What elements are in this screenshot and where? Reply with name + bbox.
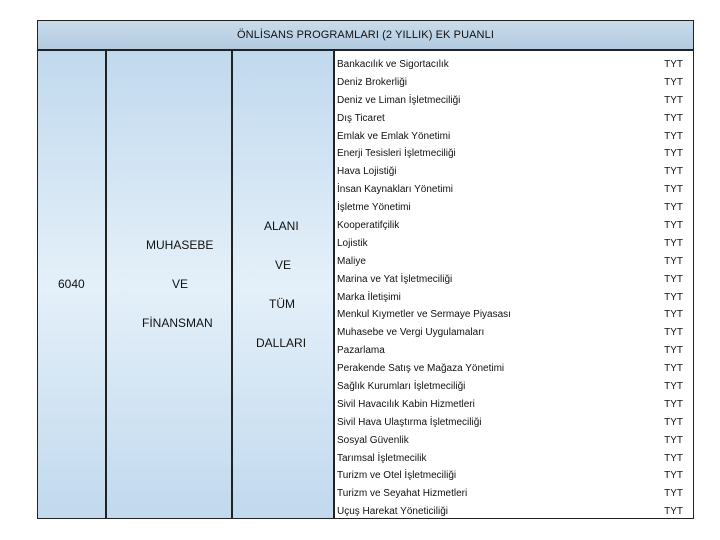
program-row — [337, 181, 687, 199]
program-name: Tarımsal İşletmecilik — [337, 452, 427, 464]
program-row — [337, 253, 687, 271]
program-name: Lojistik — [337, 237, 368, 249]
score-type: TYT — [664, 398, 683, 410]
score-type: TYT — [664, 130, 683, 142]
program-name: Sivil Havacılık Kabin Hizmetleri — [337, 398, 475, 410]
field-line-1: MUHASEBE — [146, 238, 214, 252]
program-name: Uçuş Harekat Yöneticiliği — [337, 506, 448, 518]
program-name: Marka İletişimi — [337, 291, 401, 303]
program-name: Bankacılık ve Sigortacılık — [337, 59, 449, 70]
score-type: TYT — [664, 345, 683, 357]
score-type: TYT — [664, 94, 683, 106]
field-column — [106, 50, 232, 519]
program-row — [337, 145, 687, 163]
program-row — [337, 342, 687, 360]
program-name: Maliye — [337, 255, 366, 267]
program-name: Kooperatifçilik — [337, 220, 400, 232]
program-row — [337, 217, 687, 235]
program-name: Turizm ve Otel İşletmeciliği — [337, 470, 457, 482]
field-line-2: VE — [172, 277, 189, 291]
program-list — [337, 56, 687, 521]
table-header — [37, 20, 694, 50]
program-row — [337, 414, 687, 432]
score-type: TYT — [664, 291, 683, 303]
scope-line-1: ALANI — [264, 219, 299, 233]
score-type: TYT — [664, 220, 683, 232]
program-name: Turizm ve Seyahat Hizmetleri — [337, 488, 468, 500]
program-row — [337, 128, 687, 146]
program-row — [337, 485, 687, 503]
score-type: TYT — [664, 237, 683, 249]
program-code: 6040 — [58, 277, 85, 291]
score-type: TYT — [664, 273, 683, 285]
program-name: Perakende Satış ve Mağaza Yönetimi — [337, 363, 505, 375]
score-type: TYT — [664, 506, 683, 518]
table-title: ÖNLİSANS PROGRAMLARI (2 YILLIK) EK PUANLI — [237, 29, 494, 41]
program-row — [337, 396, 687, 414]
program-name: İnsan Kaynakları Yönetimi — [337, 184, 453, 196]
program-row — [337, 199, 687, 217]
scope-line-3: TÜM — [269, 297, 295, 311]
program-row — [337, 306, 687, 324]
program-row — [337, 235, 687, 253]
scope-line-2: VE — [275, 258, 292, 272]
score-type: TYT — [664, 488, 683, 500]
program-name: İşletme Yönetimi — [337, 202, 411, 214]
score-type: TYT — [664, 112, 683, 124]
program-name: Deniz ve Liman İşletmeciliği — [337, 94, 461, 106]
program-row — [337, 271, 687, 289]
field-line-3: FİNANSMAN — [142, 316, 213, 330]
scope-column — [232, 50, 334, 519]
scope-line-4: DALLARI — [256, 336, 307, 350]
program-name: Enerji Tesisleri İşletmeciliği — [337, 148, 456, 160]
program-row — [337, 110, 687, 128]
score-type: TYT — [664, 452, 683, 464]
score-type: TYT — [664, 76, 683, 88]
program-row — [337, 360, 687, 378]
program-name: Dış Ticaret — [337, 112, 385, 124]
score-type: TYT — [664, 59, 683, 70]
program-name: Deniz Brokerliği — [337, 76, 408, 88]
score-type: TYT — [664, 416, 683, 428]
program-name: Sivil Hava Ulaştırma İşletmeciliği — [337, 416, 482, 428]
score-type: TYT — [664, 166, 683, 178]
program-name: Menkul Kıymetler ve Sermaye Piyasası — [337, 309, 511, 321]
program-row — [337, 74, 687, 92]
program-name: Sosyal Güvenlik — [337, 434, 409, 446]
program-row — [337, 56, 687, 74]
program-row — [337, 432, 687, 450]
program-name: Hava Lojistiği — [337, 166, 397, 178]
program-row — [337, 163, 687, 181]
program-row — [337, 92, 687, 110]
program-name: Emlak ve Emlak Yönetimi — [337, 130, 451, 142]
score-type: TYT — [664, 255, 683, 267]
score-type: TYT — [664, 327, 683, 339]
program-row — [337, 378, 687, 396]
program-row — [337, 289, 687, 307]
score-type: TYT — [664, 148, 683, 160]
program-row — [337, 503, 687, 521]
program-name: Marina ve Yat İşletmeciliği — [337, 273, 453, 285]
program-name: Muhasebe ve Vergi Uygulamaları — [337, 327, 485, 339]
program-name: Sağlık Kurumları İşletmeciliği — [337, 381, 466, 393]
program-row — [337, 324, 687, 342]
score-type: TYT — [664, 470, 683, 482]
score-type: TYT — [664, 381, 683, 393]
score-type: TYT — [664, 363, 683, 375]
program-row — [337, 467, 687, 485]
program-row — [337, 450, 687, 468]
score-type: TYT — [664, 202, 683, 214]
program-name: Pazarlama — [337, 345, 385, 357]
score-type: TYT — [664, 309, 683, 321]
score-type: TYT — [664, 434, 683, 446]
score-type: TYT — [664, 184, 683, 196]
